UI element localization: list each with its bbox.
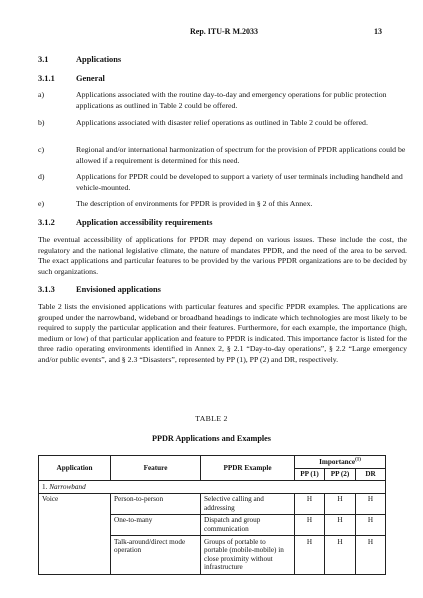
footnote-marker: (1) (355, 457, 361, 463)
section-number: 3.1.2 (38, 218, 55, 227)
list-item-text: Applications associated with the routine day-to-day and emergency operations for public protection applications as outlined in Table 2 could be offered. (76, 90, 387, 110)
table-group-row (39, 481, 386, 494)
section-number: 3.1.3 (38, 285, 55, 294)
list-item (38, 90, 407, 112)
list-item-label: b) (38, 118, 45, 127)
cell-pp2: H (325, 493, 356, 514)
section-title: Applications (76, 55, 122, 64)
importance-label: Importance (319, 457, 356, 466)
group-label-cell (39, 481, 386, 494)
cell-example: Dispatch and group communication (201, 514, 295, 535)
list-item-text: The description of environments for PPDR is provided in § 2 of this Annex. (76, 199, 313, 208)
section-number: 3.1.1 (38, 74, 55, 83)
list-item (38, 199, 407, 210)
envisioned-paragraph: Table 2 lists the envisioned applications with particular features and specific PPDR examples. The applications are grouped under the narrowband, wideband or broadband headings to indicate which technologies are most likely to be required to supply the particular application and their features. Furthermore, for each example, the importance (high, medium or low) of that particular application and feature to PPDR is indicated. This importance factor is listed for the three radio operating environments identified in Annex 2, § 2.1 “Day-to-day operations”, § 2.2 “Large emergency and/or public events”, and § 2.3 “Disasters”, represented by PP (1), PP (2) and DR, respectively. (38, 302, 407, 364)
cell-example: Groups of portable to portable (mobile-mobile) in close proximity without infrastructure (201, 536, 295, 574)
column-header-dr: DR (356, 468, 386, 481)
cell-dr: H (356, 514, 386, 535)
section-heading-3-1-2 (38, 218, 378, 229)
cell-pp1: H (295, 514, 325, 535)
cell-pp1: H (295, 536, 325, 574)
section-title: Envisioned applications (76, 285, 161, 294)
section-heading-3-1-1 (38, 74, 378, 85)
cell-example: Selective calling and addressing (201, 493, 295, 514)
cell-pp2: H (325, 514, 356, 535)
cell-application: Voice (39, 493, 111, 574)
column-header-pp2: PP (2) (325, 468, 356, 481)
list-item-label: e) (38, 199, 45, 208)
running-header: Rep. ITU-R M.2033 (190, 27, 258, 36)
section-heading-3-1 (38, 55, 378, 66)
section-title: General (76, 74, 105, 83)
column-header-feature: Feature (111, 456, 201, 481)
list-item (38, 118, 407, 140)
table-row (39, 493, 386, 514)
column-header-example: PPDR Example (201, 456, 295, 481)
list-item-text: Applications associated with disaster relief operations as outlined in Table 2 could be offered. (76, 118, 368, 127)
cell-pp1: H (295, 493, 325, 514)
list-item-text: Applications for PPDR could be developed to support a variety of user terminals including handheld and vehicle-mounted. (76, 172, 403, 192)
list-item-label: c) (38, 145, 45, 154)
section-heading-3-1-3 (38, 285, 378, 296)
table-title: PPDR Applications and Examples (152, 434, 271, 443)
list-item (38, 145, 407, 167)
table-caption: TABLE 2 (195, 414, 228, 423)
ppdr-applications-table (38, 455, 386, 575)
page-number: 13 (374, 27, 382, 36)
cell-feature: Talk-around/direct mode operation (111, 536, 201, 574)
table-header-row (39, 456, 386, 469)
list-item-label: d) (38, 172, 45, 181)
section-title: Application accessibility requirements (76, 218, 213, 227)
list-item (38, 172, 407, 194)
group-number: 1. (42, 482, 48, 491)
column-header-application: Application (39, 456, 111, 481)
cell-feature: One-to-many (111, 514, 201, 535)
cell-pp2: H (325, 536, 356, 574)
list-item-text: Regional and/or international harmonization of spectrum for the provision of PPDR applications could be allowed if a requirement is determined for this need. (76, 145, 406, 165)
list-item-label: a) (38, 90, 45, 99)
accessibility-paragraph: The eventual accessibility of applications for PPDR may depend on various issues. These include the cost, the regulatory and the national legislative climate, the nature of mandates PPDR, and the need of the area to be served. The exact applications and particular features to be provided by the various PPDR organizations are to be decided by such organizations. (38, 235, 407, 276)
cell-dr: H (356, 493, 386, 514)
cell-dr: H (356, 536, 386, 574)
cell-feature: Person-to-person (111, 493, 201, 514)
group-label: Narrowband (49, 482, 86, 491)
column-header-importance (295, 456, 386, 469)
column-header-pp1: PP (1) (295, 468, 325, 481)
section-number: 3.1 (38, 55, 49, 64)
